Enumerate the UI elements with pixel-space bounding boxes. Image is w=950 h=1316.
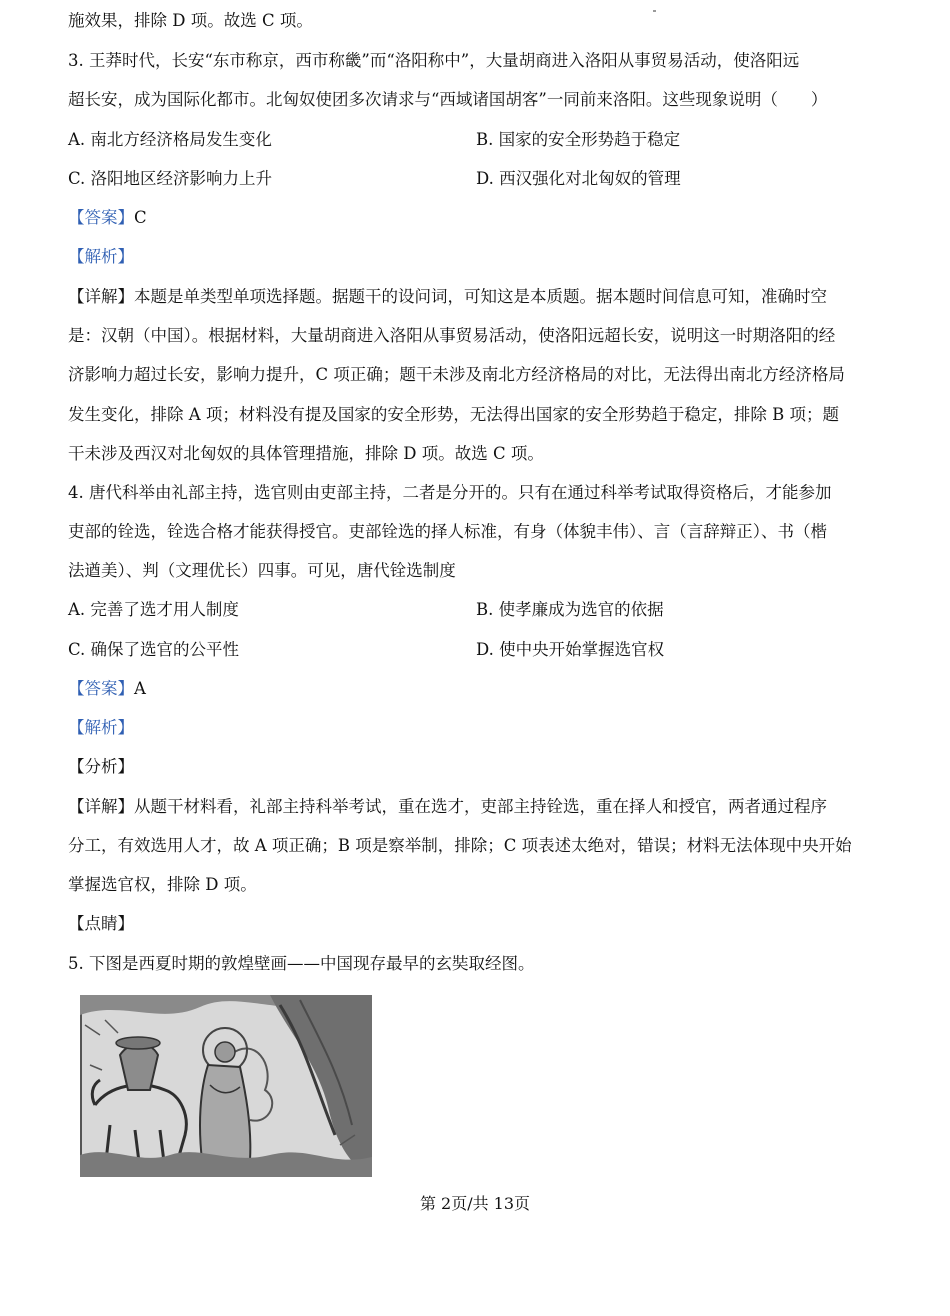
q3-analysis-tag: 【解析】 <box>68 247 134 266</box>
q4-stem-line-2: 吏部的铨选，铨选合格才能获得授官。吏部铨选的择人标准，有身（体貌丰伟）、言（言辞辩正）、书（楷 <box>68 522 827 541</box>
q3-stem-line-1: 3. 王莽时代，长安“东市称京，西市称畿”而“洛阳称中”，大量胡商进入洛阳从事贸易活动，使洛阳远 <box>68 51 800 70</box>
q3-option-b: B. 国家的安全形势趋于稳定 <box>476 130 681 149</box>
answer-value: C <box>134 208 147 227</box>
q3-detail-line-1: 【详解】本题是单类型单项选择题。据题干的设问词，可知这是本质题。据本题时间信息可知，准确时空 <box>68 287 827 306</box>
answer-value: A <box>134 679 146 698</box>
page-footer: 第 2页/共 13页 <box>419 1194 531 1213</box>
q4-option-b: B. 使孝廉成为选官的依据 <box>476 600 664 619</box>
q4-stem-line-1: 4. 唐代科举由礼部主持，选官则由吏部主持，二者是分开的。只有在通过科举考试取得资格后，才能参加 <box>68 483 832 502</box>
q4-detail-line-1: 【详解】从题干材料看，礼部主持科举考试，重在选才，吏部主持铨选，重在择人和授官，两者通过程序 <box>68 797 827 816</box>
answer-tag: 【答案】 <box>68 208 134 227</box>
scan-speck <box>653 10 656 12</box>
q4-option-a: A. 完善了选才用人制度 <box>68 600 239 619</box>
q4-fenxi-tag: 【分析】 <box>68 757 134 776</box>
q4-answer <box>68 678 146 700</box>
q3-option-a: A. 南北方经济格局发生变化 <box>68 130 272 149</box>
q3-detail-line-3: 济影响力超过长安，影响力提升，C 项正确；题干未涉及南北方经济格局的对比，无法得出南北方经济格局 <box>68 365 845 384</box>
xuanzang-mural-image <box>80 995 372 1177</box>
q4-analysis-tag: 【解析】 <box>68 718 134 737</box>
q3-option-d: D. 西汉强化对北匈奴的管理 <box>476 169 681 188</box>
q3-option-c: C. 洛阳地区经济影响力上升 <box>68 169 273 188</box>
answer-tag: 【答案】 <box>68 679 134 698</box>
q3-answer <box>68 207 147 229</box>
q4-detail-line-2: 分工，有效选用人才，故 A 项正确；B 项是察举制，排除；C 项表述太绝对，错误；材料无法体现中央开始 <box>68 836 852 855</box>
q3-detail-line-4: 发生变化，排除 A 项；材料没有提及国家的安全形势，无法得出国家的安全形势趋于稳定，排除 B 项；题 <box>68 405 840 424</box>
q4-dianjing-tag: 【点睛】 <box>68 914 134 933</box>
q3-detail-line-5: 干未涉及西汉对北匈奴的具体管理措施，排除 D 项。故选 C 项。 <box>68 444 544 463</box>
q4-option-d: D. 使中央开始掌握选官权 <box>476 640 665 659</box>
q4-detail-line-3: 掌握选官权，排除 D 项。 <box>68 875 257 894</box>
q4-stem-line-3: 法遒美）、判（文理优长）四事。可见，唐代铨选制度 <box>68 561 456 580</box>
q4-option-c: C. 确保了选官的公平性 <box>68 640 240 659</box>
q3-stem-line-2: 超长安，成为国际化都市。北匈奴使团多次请求与“西域诸国胡客”一同前来洛阳。这些现象说明（ ） <box>68 90 828 109</box>
carryover-text: 施效果，排除 D 项。故选 C 项。 <box>68 11 313 30</box>
q5-stem: 5. 下图是西夏时期的敦煌壁画——中国现存最早的玄奘取经图。 <box>68 954 535 973</box>
q3-detail-line-2: 是：汉朝（中国）。根据材料，大量胡商进入洛阳从事贸易活动，使洛阳远超长安，说明这一时期洛阳的经 <box>68 326 836 345</box>
